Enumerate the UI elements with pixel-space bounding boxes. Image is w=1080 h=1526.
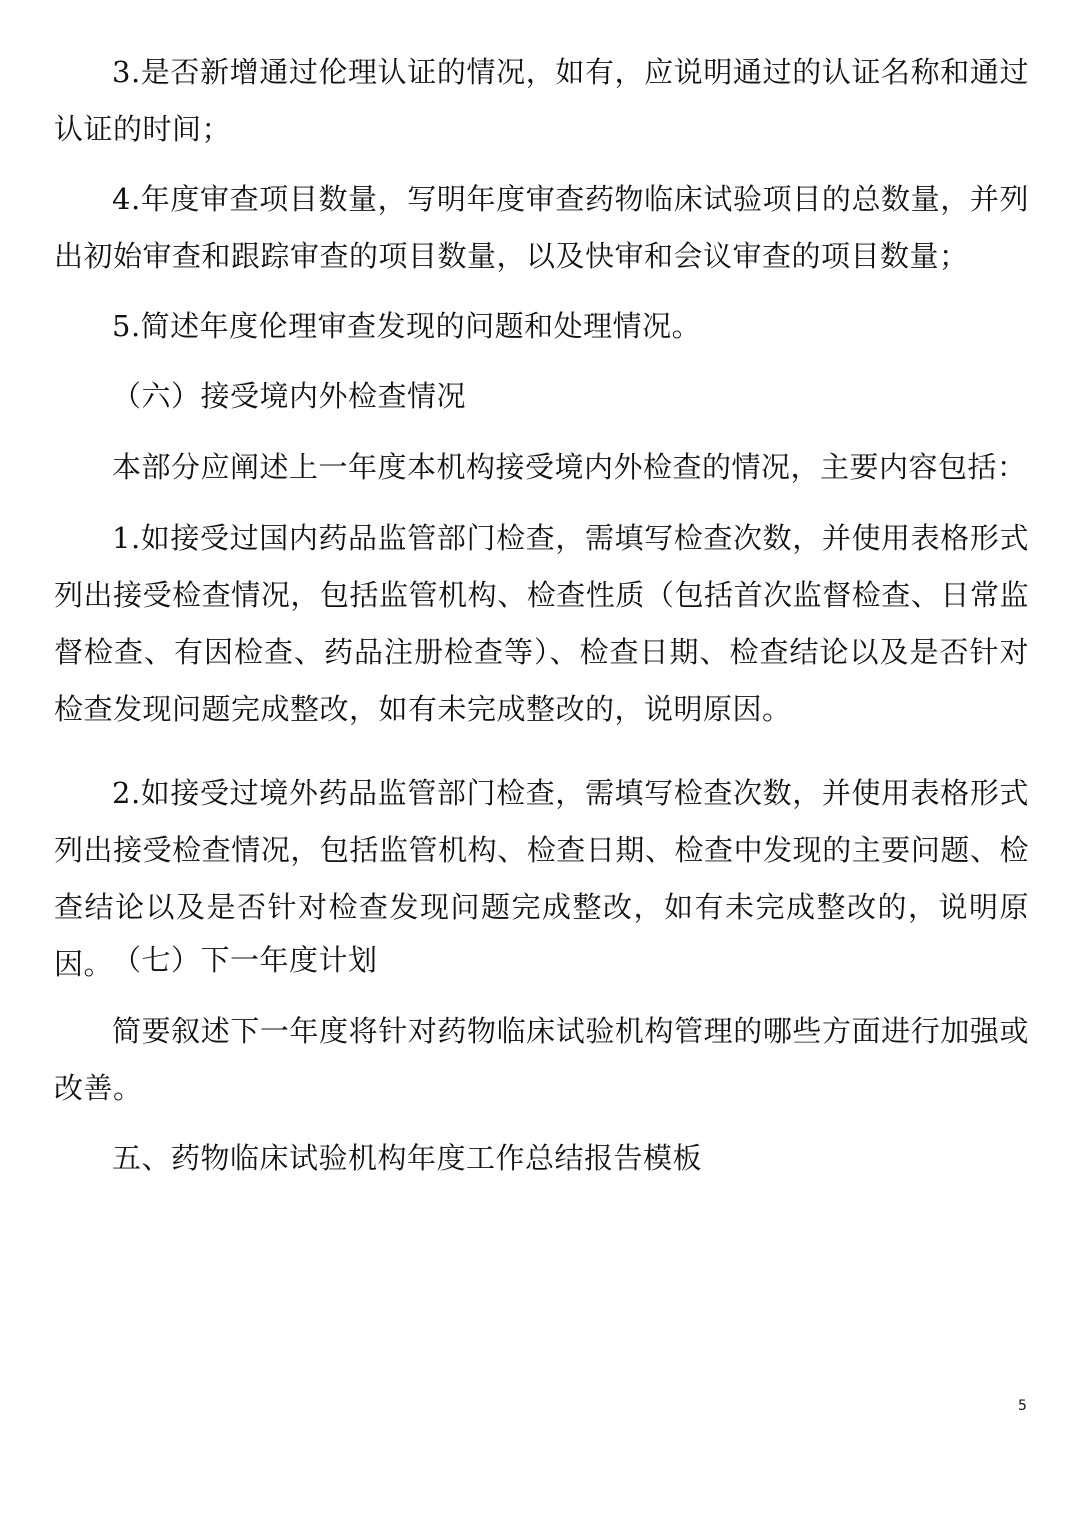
paragraph-item-1-domestic-inspection: 1.如接受过国内药品监管部门检查，需填写检查次数，并使用表格形式列出接受检查情况，包括监管机构、检查性质（包括首次监督检查、日常监督检查、有因检查、药品注册检查等）、检查日期、检查结论以及是否针对检查发现问题完成整改，如有未完成整改的，说明原因。 [54,521,1029,726]
paragraph-item-4-review-project-count: 4.年度审查项目数量，写明年度审查药物临床试验项目的总数量，并列出初始审查和跟踪审查的项目数量，以及快审和会议审查的项目数量； [54,182,1029,273]
paragraph-item-2-overseas-inspection: 2.如接受过境外药品监管部门检查，需填写检查次数，并使用表格形式列出接受检查情况，包括监管机构、检查日期、检查中发现的主要问题、检查结论以及是否针对检查发现问题完成整改，如有未完成整改的，说明原因。 [54,776,1029,981]
paragraph-item-3-ethics-certification: 3.是否新增通过伦理认证的情况，如有，应说明通过的认证名称和通过认证的时间； [54,55,1029,146]
section-heading-next-year-plan: （七）下一年度计划 [112,943,378,977]
page-number: 5 [1018,1398,1027,1414]
paragraph-item-5-review-issues: 5.简述年度伦理审查发现的问题和处理情况。 [112,309,702,343]
paragraph-inspection-intro: 本部分应阐述上一年度本机构接受境内外检查的情况，主要内容包括： [112,450,1027,484]
section-heading-inspections: （六）接受境内外检查情况 [112,379,467,413]
paragraph-next-year-plan: 简要叙述下一年度将针对药物临床试验机构管理的哪些方面进行加强或改善。 [54,1014,1029,1105]
chapter-heading-report-template: 五、药物临床试验机构年度工作总结报告模板 [112,1141,703,1175]
